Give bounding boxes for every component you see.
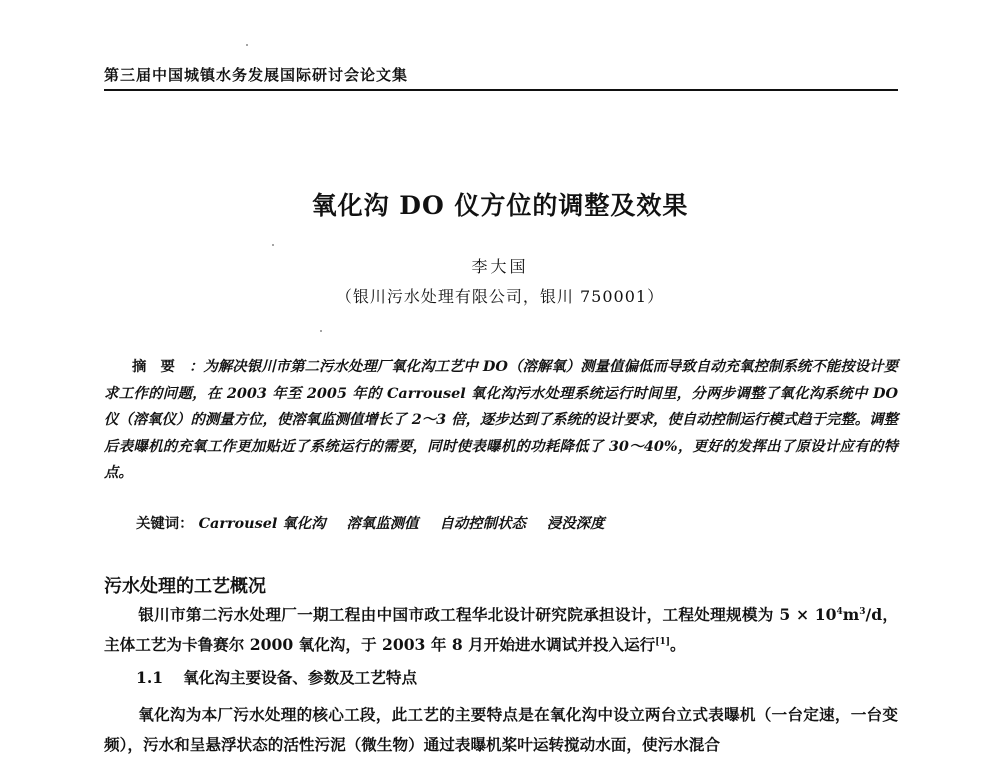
citation-ref: [1] xyxy=(655,636,671,647)
para1-text-c: /d，主体工艺为卡鲁赛尔 2000 氧化沟，于 2003 年 8 月开始进水调试并投入运行 xyxy=(104,605,899,654)
subsection-heading xyxy=(136,666,417,688)
subsection-number: 1.1 xyxy=(136,668,164,687)
keyword-item: 浸没深度 xyxy=(546,515,605,532)
abstract-label: 摘要 xyxy=(132,358,189,375)
body-paragraph xyxy=(104,700,898,760)
keyword-item: Carrousel 氧化沟 xyxy=(198,515,326,532)
abstract xyxy=(104,354,898,487)
paper-title: 氧化沟 DO 仪方位的调整及效果 xyxy=(311,191,689,220)
abstract-text: 为解决银川市第二污水处理厂氧化沟工艺中 DO（溶解氧）测量值偏低而导致自动充氧控制系统不能按设计要求工作的问题，在 2003 年至 2005 年的 Carrousel 氧化沟污水处理系统运行时间里，分两步调整了氧化沟系统中 DO 仪（溶氧仪）的测量方位，使溶氧监测值增长了 2～3 倍，逐步达到了系统的设计要求，使自动控制运行模式趋于完整。调整后表曝机的充氧工作更加贴近了系统运行的需要，同时使表曝机的功耗降低了 30～40%，更好的发挥出了原设计应有的特点。 xyxy=(104,358,898,481)
keywords-label: 关键词： xyxy=(136,515,194,532)
subsection-title: 氧化沟主要设备、参数及工艺特点 xyxy=(183,668,418,687)
abstract-colon: ： xyxy=(188,358,204,375)
para1-text-a: 银川市第二污水处理厂一期工程由中国市政工程华北设计研究院承担设计，工程处理规模为 5 × 10 xyxy=(138,605,837,624)
scan-speck xyxy=(272,244,274,246)
para1-text-b: m xyxy=(842,605,860,624)
scan-speck xyxy=(320,330,322,332)
author-affiliation: （银川污水处理有限公司，银川 750001） xyxy=(335,287,665,306)
section-heading: 污水处理的工艺概况 xyxy=(104,576,266,597)
para1-end: 。 xyxy=(670,635,686,654)
keyword-item: 溶氧监测值 xyxy=(346,515,419,532)
para1-sup-cubic: 3 xyxy=(859,606,866,617)
para2-text: 氧化沟为本厂污水处理的核心工段，此工艺的主要特点是在氧化沟中设立两台立式表曝机（一台定速，一台变频），污水和呈悬浮状态的活性污泥（微生物）通过表曝机桨叶运转搅动水面，使污水混合 xyxy=(104,705,898,754)
para1-sup-exponent: 4 xyxy=(836,606,843,617)
header-rule xyxy=(104,89,898,91)
running-header: 第三届中国城镇水务发展国际研讨会论文集 xyxy=(104,66,409,84)
keyword-item: 自动控制状态 xyxy=(439,515,526,532)
body-paragraph xyxy=(104,600,898,660)
keywords xyxy=(136,512,896,533)
author-name: 李大国 xyxy=(471,257,529,276)
scan-speck xyxy=(246,44,248,46)
